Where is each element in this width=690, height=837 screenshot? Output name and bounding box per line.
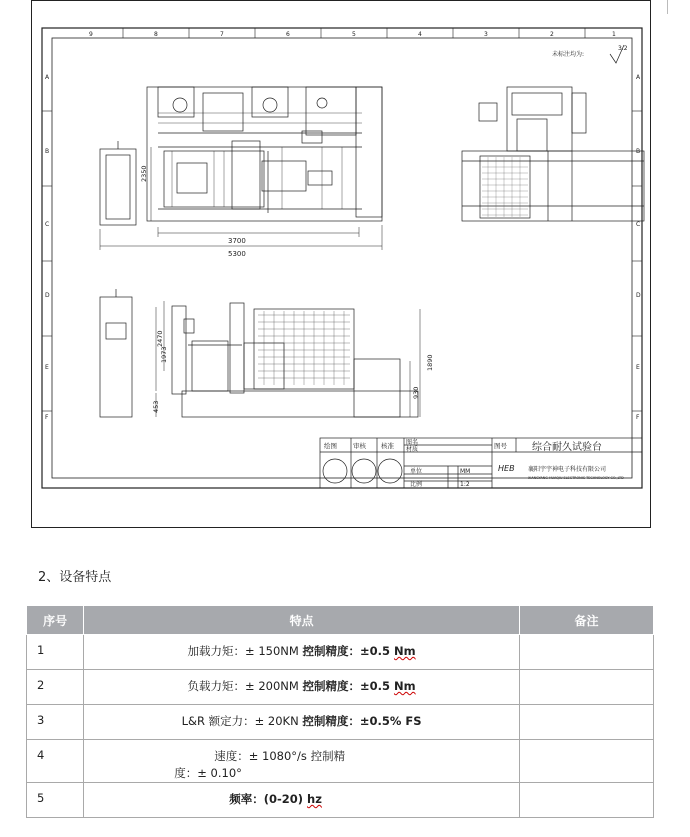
- table-header-row: [27, 606, 654, 635]
- row-label: E: [45, 364, 49, 371]
- feature-line2: 度：± 0.10°: [174, 766, 242, 780]
- dim-right-h2: 930: [412, 386, 420, 399]
- tb-draw: 绘图: [324, 442, 337, 450]
- header-remark: 备注: [519, 606, 653, 635]
- row-remark: [519, 740, 653, 783]
- row-no: 4: [27, 740, 84, 783]
- row-label: D: [636, 292, 641, 299]
- tb-unit-label: 单位: [410, 468, 423, 475]
- feature-bold: 控制精度：±0.5: [302, 644, 394, 658]
- table-row: [27, 740, 654, 783]
- row-label: A: [45, 74, 50, 81]
- tb-material-label: 材质: [406, 446, 419, 453]
- tb-review: 审核: [353, 442, 366, 450]
- row-label: C: [45, 221, 50, 228]
- feature-text: 负载力矩：± 200NM: [187, 679, 303, 693]
- row-label: F: [45, 414, 49, 421]
- feature-bold: 频率：(0-20): [229, 792, 308, 806]
- row-no: 3: [27, 705, 84, 740]
- top-view: [100, 87, 382, 225]
- row-feature: [84, 740, 520, 783]
- table-row: [27, 705, 654, 740]
- table-row: [27, 670, 654, 705]
- roughness-note: 未标注均为:: [552, 51, 585, 58]
- row-label: E: [636, 364, 640, 371]
- row-no: 5: [27, 783, 84, 818]
- engineering-drawing: [31, 0, 651, 528]
- drawing-svg: [32, 1, 652, 529]
- tb-dwgno-label: 图号: [494, 442, 507, 450]
- dim-right-h1: 1890: [426, 354, 434, 371]
- dim-top-height: 2350: [140, 165, 148, 182]
- row-label: B: [45, 148, 50, 155]
- feature-unit: Nm: [393, 679, 416, 693]
- tb-approve: 核准: [381, 442, 394, 450]
- roughness-value: 3.2: [618, 45, 628, 52]
- feature-bold: 控制精度：±0.5% FS: [302, 714, 422, 728]
- col-label: 5: [352, 31, 356, 38]
- feature-unit: Nm: [393, 644, 416, 658]
- feature-unit: hz: [307, 792, 322, 806]
- company-name-en: XIANGYANG HUAQIU ELECTRONIC TECHNOLOGY CO.,LTD: [528, 476, 624, 480]
- company-logo: HEB: [498, 464, 515, 473]
- table-row: [27, 783, 654, 818]
- dim-side-h3: 2470: [156, 330, 164, 347]
- dim-side-h1: 1973: [160, 346, 168, 363]
- feature-bold: 控制精度：±0.5: [302, 679, 394, 693]
- col-label: 8: [154, 31, 158, 38]
- end-view: [462, 87, 644, 221]
- row-label: F: [636, 414, 640, 421]
- header-no: 序号: [27, 606, 84, 635]
- feature-line1: 速度：± 1080°/s 控制精: [214, 749, 346, 763]
- tb-scale-label: 比例: [410, 481, 423, 488]
- feature-text: L&R 额定力：± 20KN: [181, 714, 303, 728]
- row-no: 2: [27, 670, 84, 705]
- tb-name-label: 图名: [406, 439, 419, 446]
- row-remark: [519, 783, 653, 818]
- feature-table: [26, 605, 654, 818]
- row-feature: [84, 705, 520, 740]
- company-name-cn: 襄阳宇宇神电子科技有限公司: [528, 466, 607, 473]
- row-label: A: [636, 74, 641, 81]
- page-fold-mark: [667, 0, 668, 14]
- row-no: 1: [27, 635, 84, 670]
- dim-side-h2: 453: [152, 400, 160, 413]
- col-label: 9: [89, 31, 93, 38]
- section-title: 2、设备特点: [38, 570, 112, 585]
- row-label: C: [636, 221, 641, 228]
- row-feature: [84, 670, 520, 705]
- dim-width-inner: 3700: [228, 237, 246, 245]
- col-label: 2: [550, 31, 554, 38]
- row-remark: [519, 670, 653, 705]
- tb-unit-value: MM: [460, 468, 471, 475]
- row-feature: [84, 635, 520, 670]
- col-label: 7: [220, 31, 224, 38]
- table-row: [27, 635, 654, 670]
- row-label: D: [45, 292, 50, 299]
- col-label: 4: [418, 31, 422, 38]
- row-remark: [519, 635, 653, 670]
- dim-width-outer: 5300: [228, 250, 246, 258]
- tb-title: 综合耐久试验台: [532, 442, 602, 453]
- tb-scale-value: 1:2: [460, 481, 470, 488]
- row-feature: [84, 783, 520, 818]
- header-feature: 特点: [84, 606, 520, 635]
- col-label: 6: [286, 31, 290, 38]
- row-label: B: [636, 148, 641, 155]
- feature-text: 加载力矩：± 150NM: [187, 644, 303, 658]
- col-label: 1: [612, 31, 616, 38]
- col-label: 3: [484, 31, 488, 38]
- side-view: [100, 289, 418, 417]
- row-remark: [519, 705, 653, 740]
